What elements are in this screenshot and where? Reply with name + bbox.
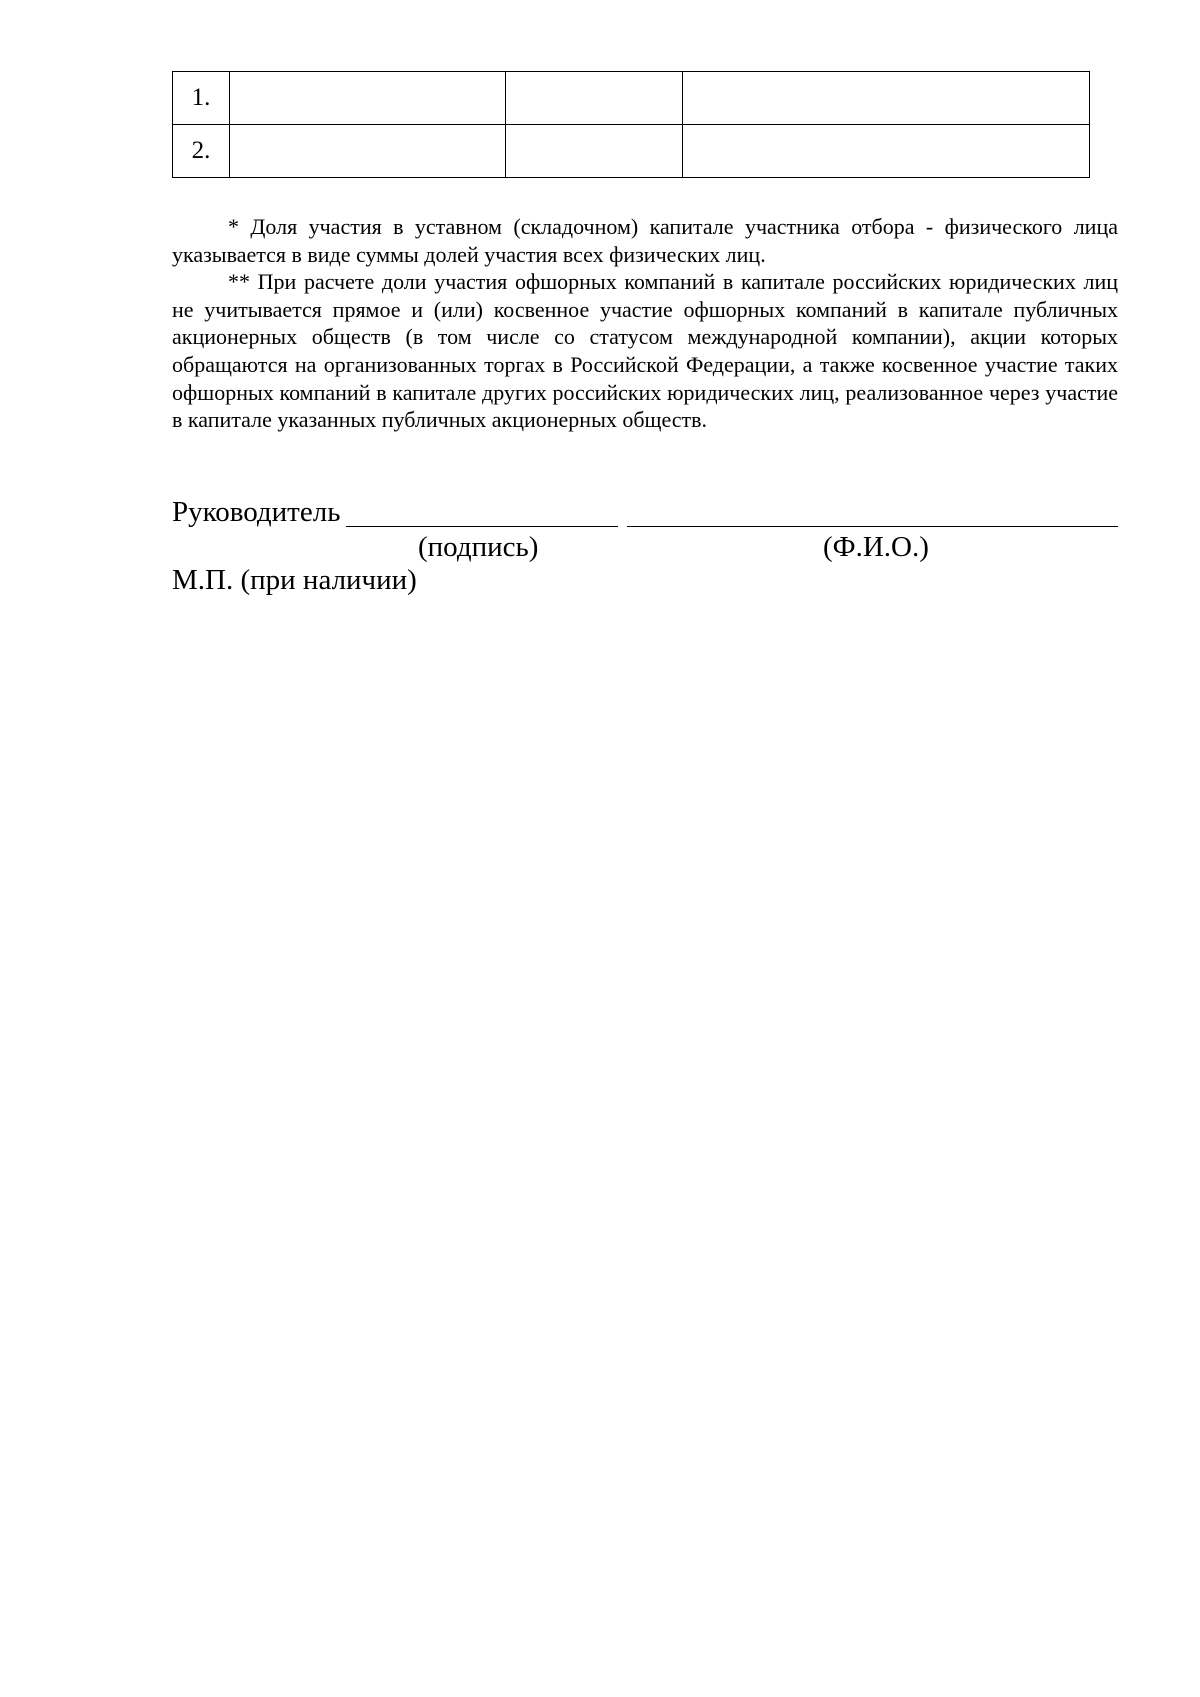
signature-caption: (подпись) bbox=[418, 531, 539, 563]
signature-line bbox=[346, 496, 618, 527]
footnote-2: ** При расчете доли участия офшорных компаний в капитале российских юридических лиц не учитывается прямое и (или) косвенное участие офшорных компаний в капитале публичных акционерных обществ (в том числе со статусом международной компании), акции которых обращаются на организованных торгах в Российской Федерации, а также косвенное участие таких офшорных компаний в капитале других российских юридических лиц, реализованное через участие в капитале указанных публичных акционерных обществ. bbox=[172, 269, 1118, 433]
table-row bbox=[173, 72, 1090, 125]
table-cell bbox=[230, 72, 506, 125]
table-cell bbox=[230, 125, 506, 178]
row-number: 1. bbox=[173, 72, 230, 125]
table-cell bbox=[683, 72, 1090, 125]
table-cell bbox=[506, 125, 683, 178]
table-cell bbox=[506, 72, 683, 125]
row-number: 2. bbox=[173, 125, 230, 178]
stamp-note: М.П. (при наличии) bbox=[172, 564, 417, 596]
footnote-1: * Доля участия в уставном (складочном) капитале участника отбора - физического лица указывается в виде суммы долей участия всех физических лиц. bbox=[172, 214, 1118, 267]
table-row bbox=[173, 125, 1090, 178]
head-label: Руководитель bbox=[172, 496, 341, 528]
table-cell bbox=[683, 125, 1090, 178]
name-line bbox=[627, 496, 1118, 527]
footnotes bbox=[172, 213, 1118, 434]
signature-captions bbox=[172, 531, 1118, 567]
name-caption: (Ф.И.О.) bbox=[823, 531, 929, 563]
signature-row bbox=[172, 496, 1118, 536]
participants-table bbox=[172, 71, 1090, 178]
